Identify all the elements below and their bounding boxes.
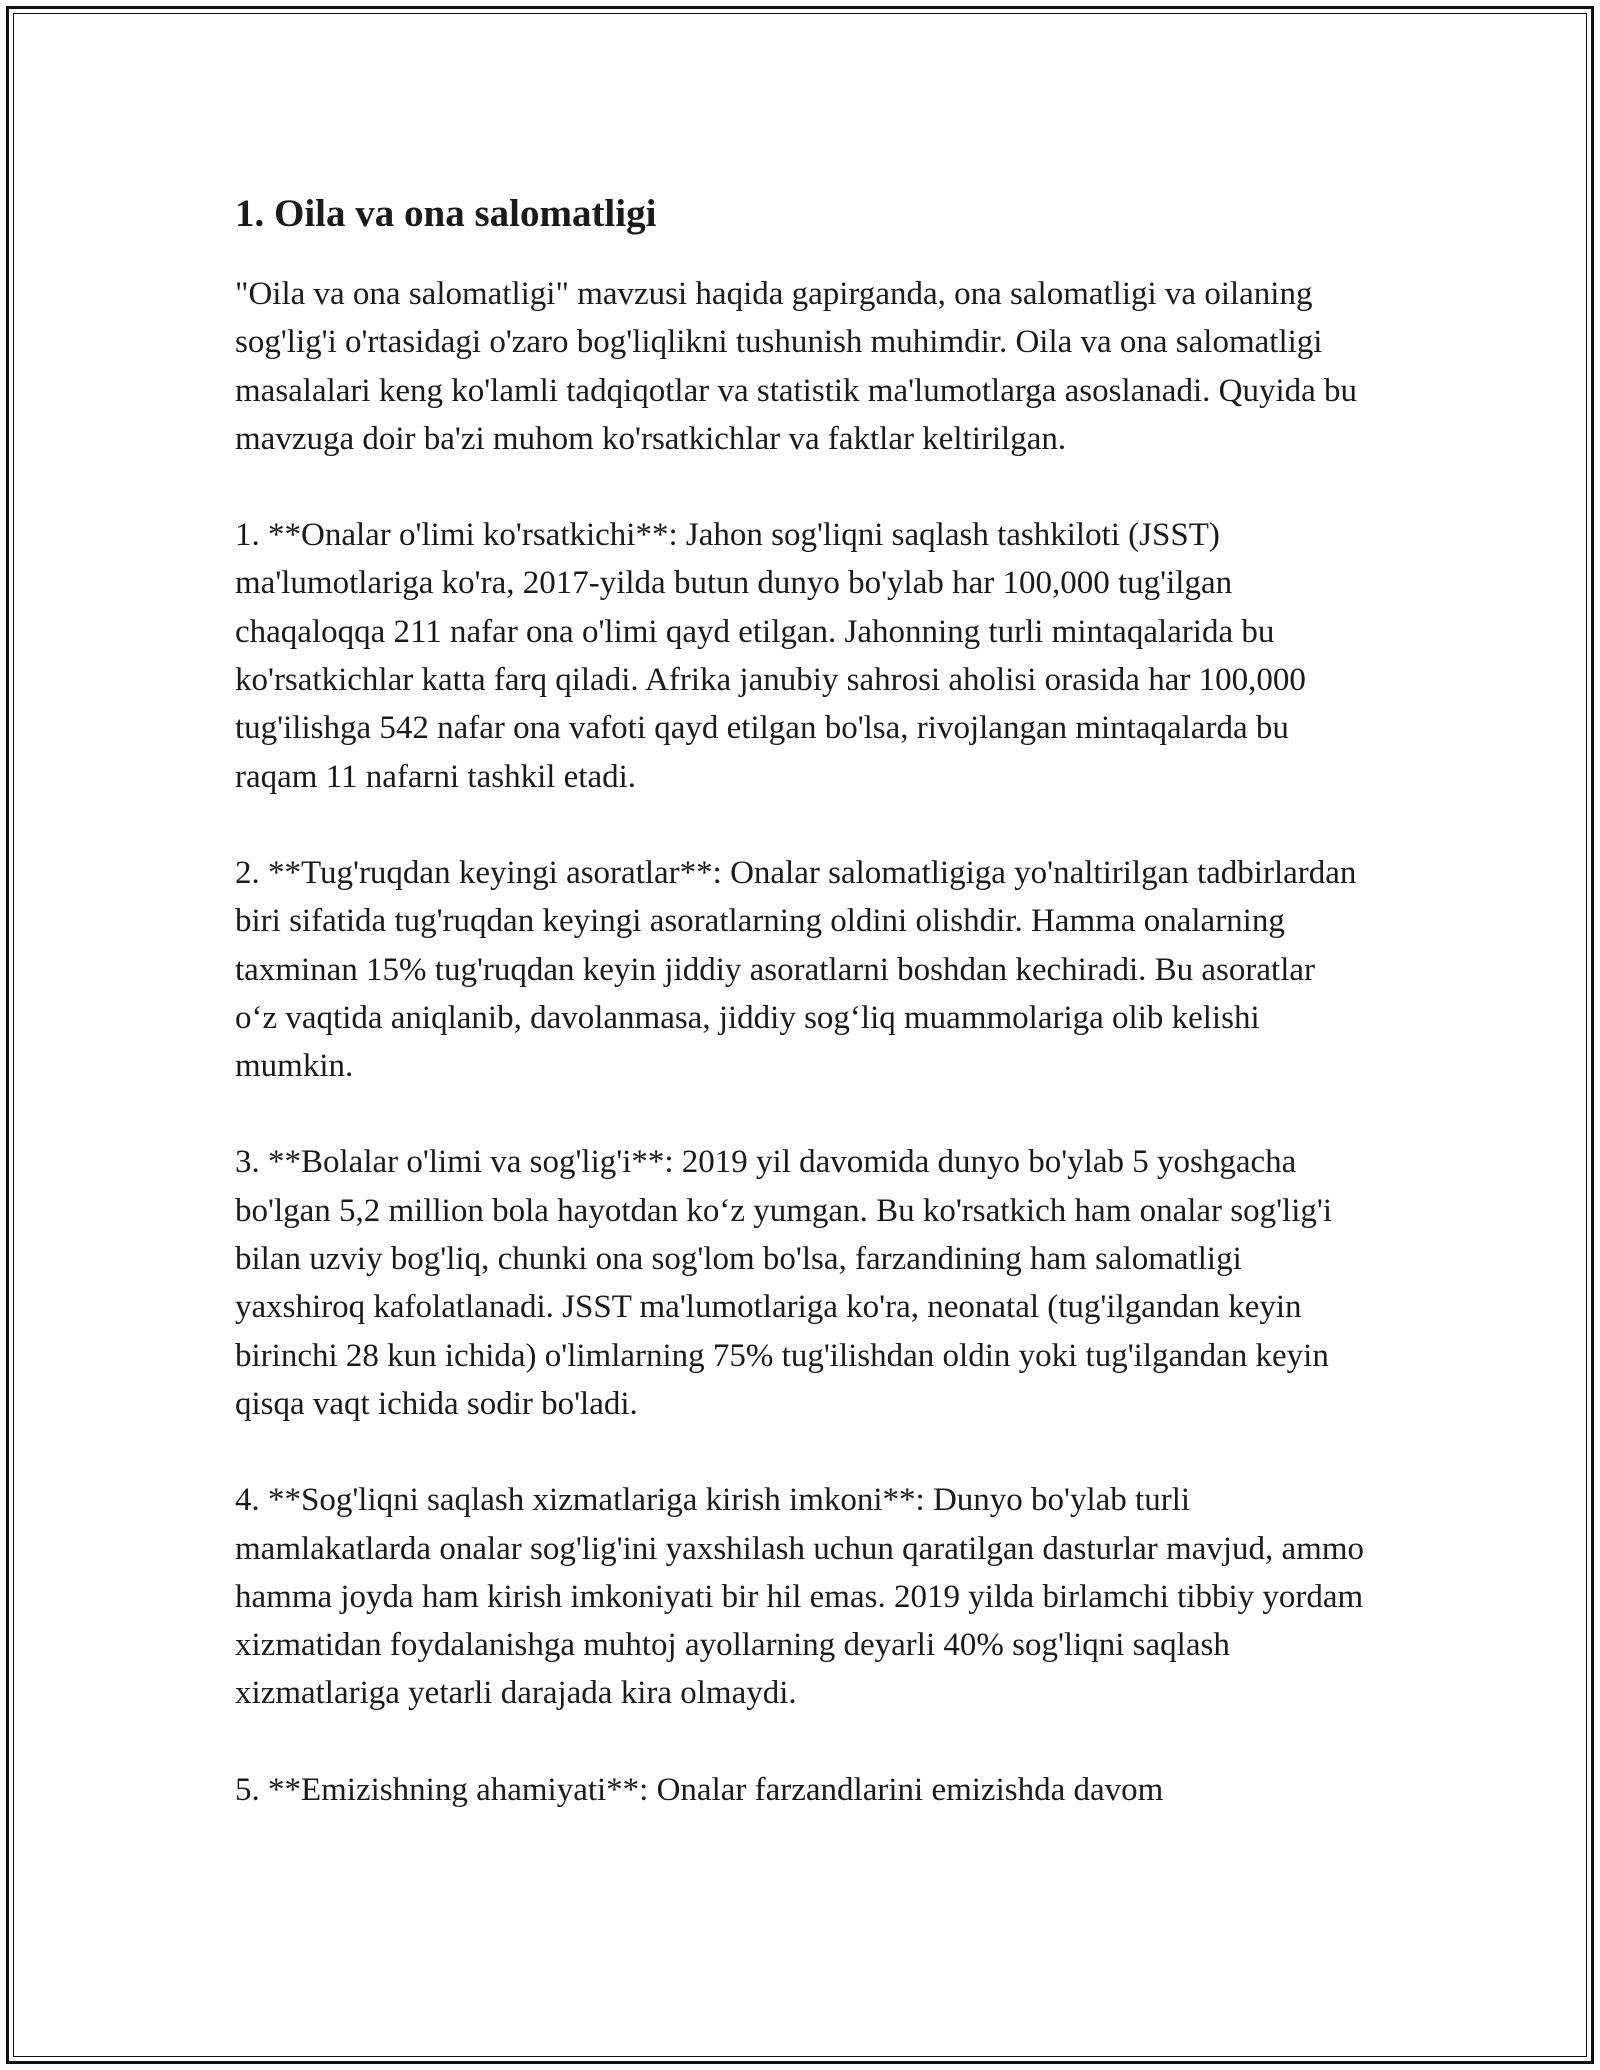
document-body (235, 186, 1365, 1862)
point-healthcare-access: 4. **Sog'liqni saqlash xizmatlariga kirish imkoni**: Dunyo bo'ylab turli mamlakatlarda onalar sog'lig'ini yaxshilash uchun qaratilgan dasturlar mavjud, ammo hamma joyda ham kirish imkoniyati bir hil emas. 2019 yilda birlamchi tibbiy yordam xizmatidan foydalanishga muhtoj ayollarning deyarli 40% sog'liqni saqlash xizmatlariga yetarli darajada kira olmaydi. (235, 1482, 1364, 1712)
section-title: 1. Oila va ona salomatligi (235, 192, 657, 235)
point-maternal-mortality: 1. **Onalar o'limi ko'rsatkichi**: Jahon sog'liqni saqlash tashkiloti (JSST) ma'lumotlariga ko'ra, 2017-yilda butun dunyo bo'ylab har 100,000 tug'ilgan chaqaloqqa 211 nafar ona o'limi qayd etilgan. Jahonning turli mintaqalarida bu ko'rsatkichlar katta farq qiladi. Afrika janubiy sahrosi aholisi orasida har 100,000 tug'ilishga 542 nafar ona vafoti qayd etilgan bo'lsa, rivojlangan mintaqalarda bu raqam 11 nafarni tashkil etadi. (235, 517, 1306, 795)
point-postpartum-complications: 2. **Tug'ruqdan keyingi asoratlar**: Onalar salomatligiga yo'naltirilgan tadbirlardan biri sifatida tug'ruqdan keyingi asoratlarning oldini olishdir. Hamma onalarning taxminan 15% tug'ruqdan keyin jiddiy asoratlarni boshdan kechiradi. Bu asoratlar o‘z vaqtida aniqlanib, davolanmasa, jiddiy sog‘liq muammolariga olib kelishi mumkin. (235, 854, 1357, 1085)
point-child-mortality: 3. **Bolalar o'limi va sog'lig'i**: 2019 yil davomida dunyo bo'ylab 5 yoshgacha bo'lgan 5,2 million bola hayotdan ko‘z yumgan. Bu ko'rsatkich ham onalar sog'lig'i bilan uzviy bog'liq, chunki ona sog'lom bo'lsa, farzandining ham salomatligi yaxshiroq kafolatlanadi. JSST ma'lumotlariga ko'ra, neonatal (tug'ilgandan keyin birinchi 28 kun ichida) o'limlarning 75% tug'ilishdan oldin yoki tug'ilgandan keyin qisqa vaqt ichida sodir bo'ladi. (235, 1144, 1333, 1422)
point-breastfeeding: 5. **Emizishning ahamiyati**: Onalar farzandlarini emizishda davom (235, 1771, 1164, 1808)
intro-paragraph: "Oila va ona salomatligi" mavzusi haqida gapirganda, ona salomatligi va oilaning sog'lig'i o'rtasidagi o'zaro bog'liqlikni tushunish muhimdir. Oila va ona salomatligi masalalari keng ko'lamli tadqiqotlar va statistik ma'lumotlarga asoslanadi. Quyida bu mavzuga doir ba'zi muhom ko'rsatkichlar va faktlar keltirilgan. (235, 276, 1358, 457)
